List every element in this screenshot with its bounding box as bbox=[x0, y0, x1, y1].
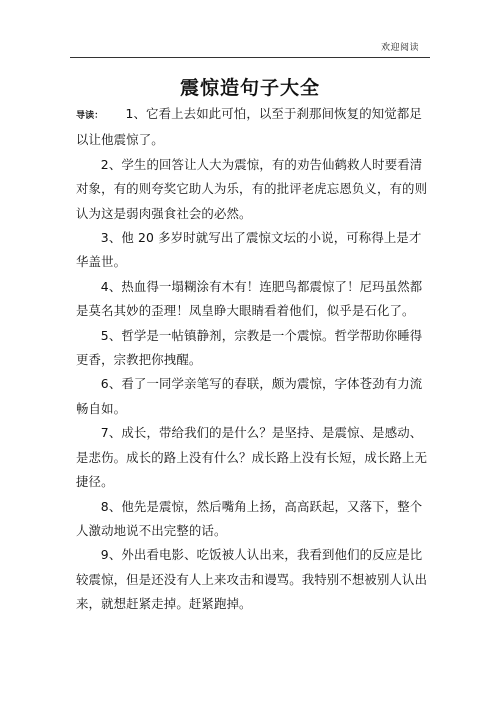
paragraph-2: 2、学生的回答让人大为震惊，有的劝告仙鹤救人时要看清对象，有的则夸奖它助人为乐，有的批评老虎忘恩负义，有的则认为这是弱肉强食社会的必然。 bbox=[76, 156, 428, 221]
paragraph-1 bbox=[76, 102, 430, 153]
paragraph-7: 7、成长，带给我们的是什么？是坚持、是震惊、是感动、是悲伤。成长的路上没有什么？成长路上没有长短，成长路上无捷径。 bbox=[76, 425, 428, 490]
header-right-text: 欢迎阅读 bbox=[380, 43, 419, 53]
paragraph-8: 8、他先是震惊，然后嘴角上扬，高高跃起，又落下，整个人激动地说不出完整的话。 bbox=[76, 498, 423, 538]
paragraph-9: 9、外出看电影、吃饭被人认出来，我看到他们的反应是比较震惊，但是还没有人上来攻击和谩骂。我特别不想被别人认出来，就想赶紧走掉。赶紧跑掉。 bbox=[76, 547, 428, 612]
paragraph-4: 4、热血得一塌糊涂有木有！连肥鸟都震惊了！尼玛虽然都是莫名其妙的歪理！凤皇睁大眼睛看着他们，似乎是石化了。 bbox=[76, 278, 423, 319]
paragraph-1-text: 1、它看上去如此可怕，以至于刹那间恢复的知觉都足以让他震惊了。 bbox=[76, 106, 422, 148]
paragraph-5: 5、哲学是一帖镇静剂，宗教是一个震惊。哲学帮助你睡得更香，宗教把你拽醒。 bbox=[76, 327, 423, 368]
paragraph-3: 3、他 20 多岁时就写出了震惊文坛的小说，可称得上是才华盖世。 bbox=[76, 230, 422, 270]
header-divider bbox=[70, 57, 430, 58]
intro-label: 导读： bbox=[76, 111, 104, 121]
article-body bbox=[76, 102, 430, 617]
paragraph-6: 6、看了一同学亲笔写的春联，颇为震惊，字体苍劲有力流畅自如。 bbox=[76, 376, 423, 416]
page-title: 震惊造句子大全 bbox=[179, 77, 320, 99]
